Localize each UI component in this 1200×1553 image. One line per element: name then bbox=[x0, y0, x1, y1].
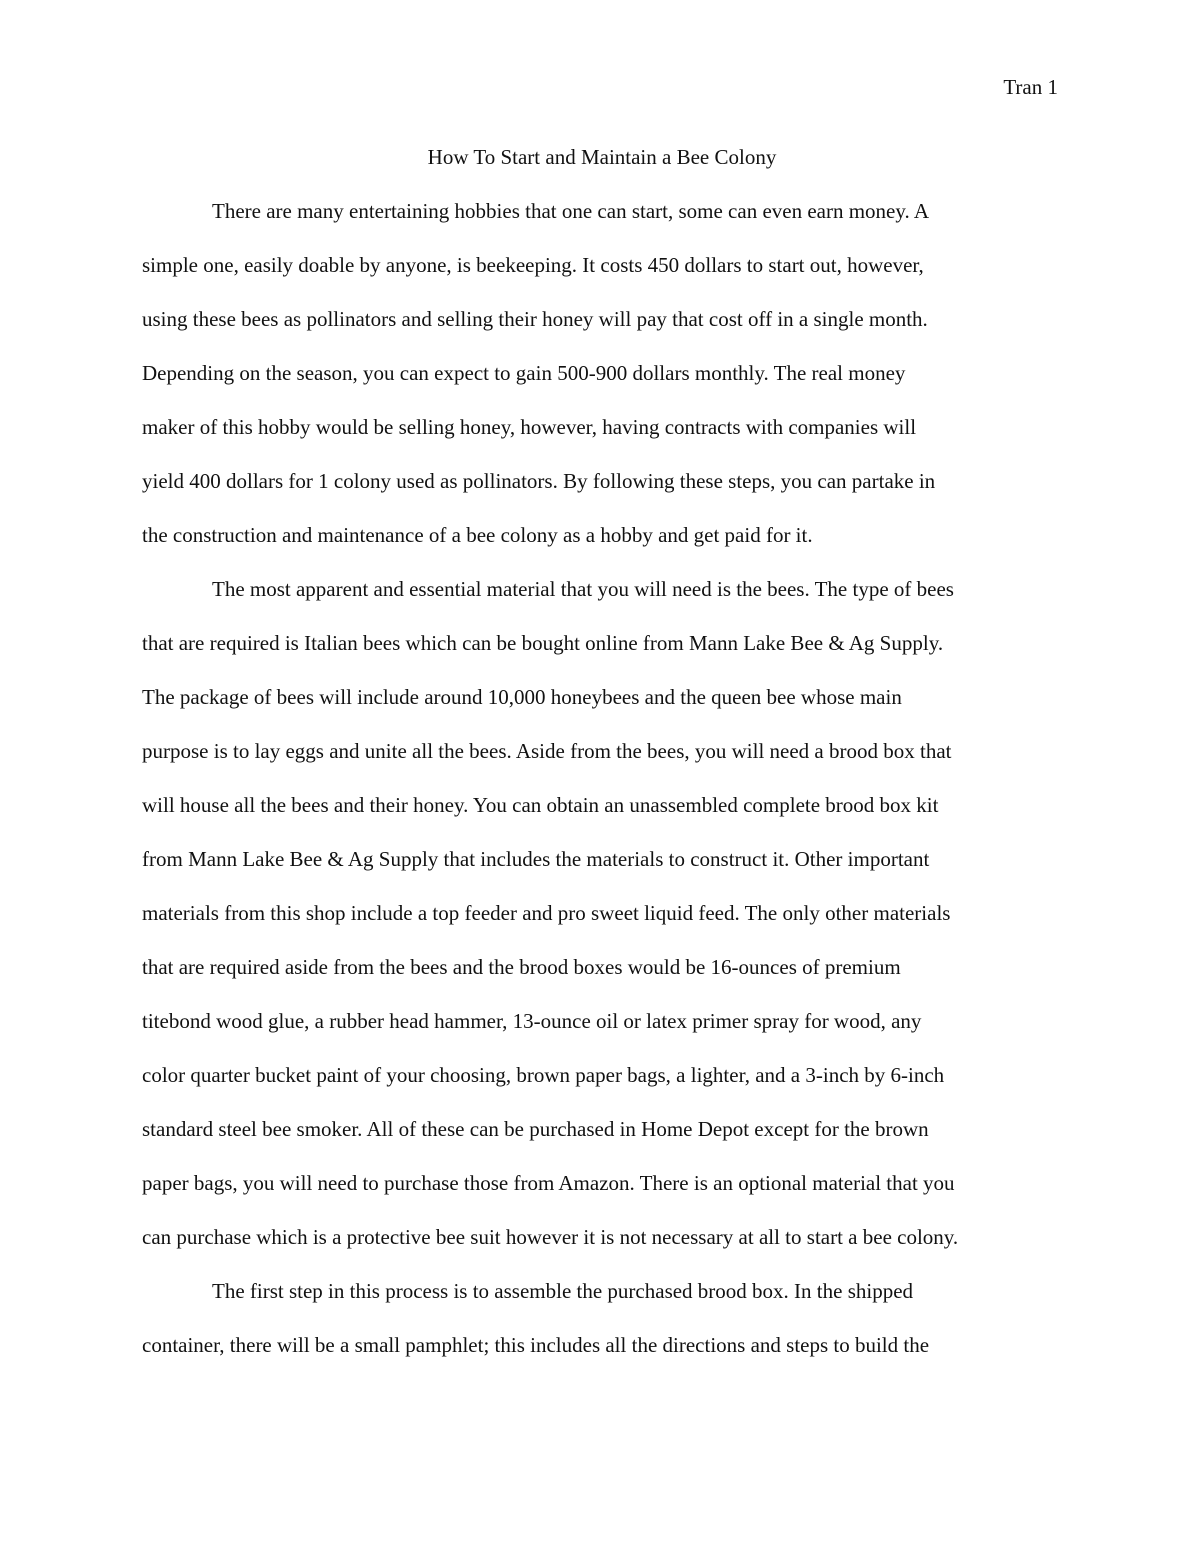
paragraph-3 bbox=[142, 1276, 1062, 1384]
text-line: The package of bees will include around 10,000 honeybees and the queen bee whose main bbox=[142, 685, 902, 709]
text-line: color quarter bucket paint of your choosing, brown paper bags, a lighter, and a 3-inch by 6-inch bbox=[142, 1063, 945, 1087]
document-body bbox=[142, 142, 1062, 1384]
paragraph-2 bbox=[142, 574, 1062, 1276]
text-line: will house all the bees and their honey. You can obtain an unassembled complete brood box kit bbox=[142, 793, 939, 817]
text-line: There are many entertaining hobbies that one can start, some can even earn money. A bbox=[212, 199, 930, 223]
text-line: using these bees as pollinators and selling their honey will pay that cost off in a single month. bbox=[142, 307, 928, 331]
text-line: maker of this hobby would be selling honey, however, having contracts with companies will bbox=[142, 415, 917, 439]
text-line: materials from this shop include a top feeder and pro sweet liquid feed. The only other materials bbox=[142, 901, 951, 925]
text-line: simple one, easily doable by anyone, is beekeeping. It costs 450 dollars to start out, however, bbox=[142, 253, 924, 277]
text-line: container, there will be a small pamphlet; this includes all the directions and steps to build the bbox=[142, 1333, 930, 1357]
text-line: the construction and maintenance of a bee colony as a hobby and get paid for it. bbox=[142, 523, 813, 547]
text-line: can purchase which is a protective bee suit however it is not necessary at all to start a bee colony. bbox=[142, 1225, 959, 1249]
text-line: from Mann Lake Bee & Ag Supply that includes the materials to construct it. Other important bbox=[142, 847, 930, 871]
text-line: standard steel bee smoker. All of these can be purchased in Home Depot except for the brown bbox=[142, 1117, 929, 1141]
text-line: Depending on the season, you can expect to gain 500-900 dollars monthly. The real money bbox=[142, 361, 906, 385]
text-line: The first step in this process is to assemble the purchased brood box. In the shipped bbox=[212, 1279, 914, 1303]
text-line: The most apparent and essential material that you will need is the bees. The type of bees bbox=[212, 577, 954, 601]
document-title: How To Start and Maintain a Bee Colony bbox=[427, 145, 777, 169]
text-line: titebond wood glue, a rubber head hammer, 13-ounce oil or latex primer spray for wood, any bbox=[142, 1009, 922, 1033]
paragraph-1 bbox=[142, 196, 1062, 574]
text-line: that are required aside from the bees and the brood boxes would be 16-ounces of premium bbox=[142, 955, 901, 979]
text-line: yield 400 dollars for 1 colony used as pollinators. By following these steps, you can partake in bbox=[142, 469, 936, 493]
page-header: Tran 1 bbox=[1003, 75, 1058, 99]
text-line: that are required is Italian bees which can be bought online from Mann Lake Bee & Ag Supply. bbox=[142, 631, 944, 655]
text-line: paper bags, you will need to purchase those from Amazon. There is an optional material that you bbox=[142, 1171, 955, 1195]
text-line: purpose is to lay eggs and unite all the bees. Aside from the bees, you will need a brood box that bbox=[142, 739, 952, 763]
